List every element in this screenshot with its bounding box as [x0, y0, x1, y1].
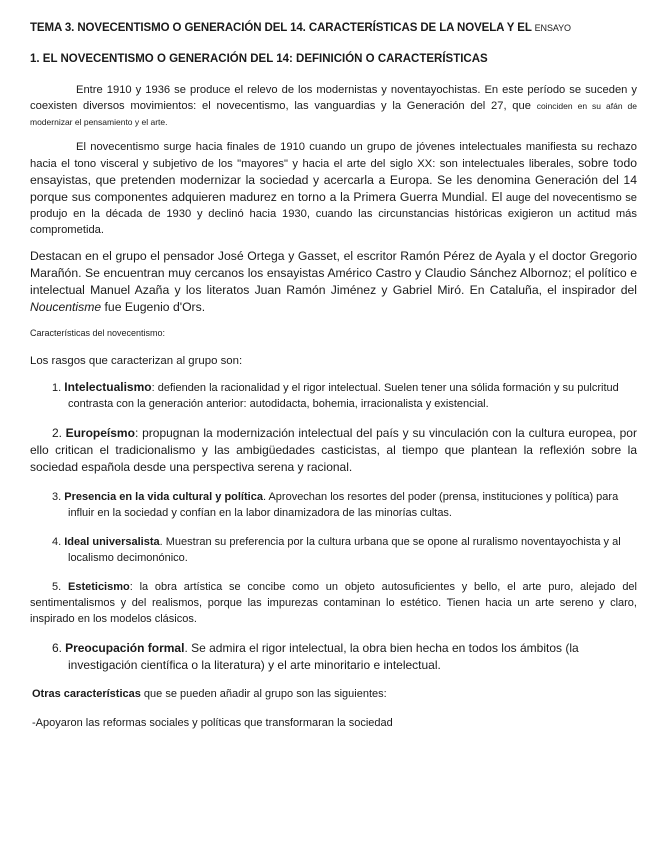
- paragraph-intro-main: Entre 1910 y 1936 se produce el relevo de los modernistas y noventayochistas. En este período se suceden y coexisten diversos movimientos: el novecentismo, las vanguardias y la Generación del 27, que: [30, 84, 637, 112]
- list-item: 2. Europeísmo: propugnan la modernización intelectual del país y su vinculación con la cultura europea, por ello critican el tradicionalismo y las ambigüedades casticistas, al tiempo que plantean la reflexión sobre la sociedad española desde una perspectiva serena y racional.: [30, 426, 637, 474]
- features-intro: Los rasgos que caracterizan al grupo son:: [30, 355, 243, 367]
- section-heading: 1. EL NOVECENTISMO O GENERACIÓN DEL 14: DEFINICIÓN O CARACTERÍSTICAS: [30, 53, 488, 65]
- paragraph-members-italic: Noucentisme: [30, 300, 102, 314]
- list-item: 6. Preocupación formal. Se admira el rigor intelectual, la obra bien hecha en todos los ámbitos (la investigación científica o la literatura) y el arte minoritario e intelectual.: [52, 641, 579, 672]
- subheading: Características del novecentismo:: [30, 328, 166, 338]
- list-item: 1. Intelectualismo: defienden la racionalidad y el rigor intelectual. Suelen tener una sólida formación y su pulcritud contrasta con la generación anterior: autodidacta, bohemia, irracionalista y existencial.: [52, 380, 619, 410]
- list-item: 4. Ideal universalista. Muestran su preferencia por la cultura urbana que se opone al ruralismo noventayochista y al localismo decimonónico.: [52, 536, 621, 564]
- paragraph-intro-small: coinciden en su afán de modernizar el pensamiento y el arte.: [30, 101, 637, 127]
- paragraph-members-a: Destacan en el grupo el pensador José Ortega y Gasset, el escritor Ramón Pérez de Ayala y el doctor Gregorio Marañón. Se encuentran muy cercanos los ensayistas Américo Castro y Claudio Sánchez Albornoz; el político e intelectual Manuel Azaña y los literatos Juan Ramón Jiménez y Gabriel Miró. En Cataluña, el inspirador del: [30, 249, 637, 297]
- title-tail: ENSAYO: [534, 23, 571, 33]
- paragraph-members-b: fue Eugenio d'Ors.: [101, 300, 206, 314]
- paragraph-definition-b: sobre todo ensayistas, que pretenden modernizar la sociedad y acercarla a Europa. Se les denomina Generación del 14 porque sus componentes adquieren madurez en torno a la Primera Guerra Mundial. El: [30, 156, 637, 204]
- last-item: -Apoyaron las reformas sociales y políticas que transformaran la sociedad: [32, 717, 393, 729]
- title-main: TEMA 3. NOVECENTISMO O GENERACIÓN DEL 14. CARACTERÍSTICAS DE LA NOVELA Y EL: [30, 22, 535, 34]
- other-characteristics: [32, 688, 637, 700]
- features-list: [30, 379, 637, 674]
- paragraph-intro: [30, 82, 637, 130]
- paragraph-members: [30, 248, 637, 316]
- list-item: 3. Presencia en la vida cultural y política. Aprovechan los resortes del poder (prensa, instituciones y política) para influir en la sociedad y confían en la labor dinamizadora de las minorías cultas.: [52, 491, 619, 519]
- other-characteristics-rest: que se pueden añadir al grupo son las siguientes:: [140, 688, 387, 700]
- paragraph-definition: [30, 139, 637, 238]
- list-item: 5. Esteticismo: la obra artística se concibe como un objeto autosuficientes y bello, el arte puro, alejado del sentimentalismos y del realismos, porque las impurezas contaminan lo estético. Tienen hacia un arte sereno y claro, inspirado en los modelos clásicos.: [30, 581, 637, 625]
- other-characteristics-bold: Otras características: [32, 688, 141, 700]
- document-title: [30, 22, 637, 34]
- paragraph-definition-a: El novecentismo surge hacia finales de 1910 cuando un grupo de jóvenes intelectuales manifiesta su rechazo hacia el tono visceral y subjetivo de los "mayores" y hacia el arte del siglo XX: son intelectuales liberales,: [30, 141, 637, 170]
- paragraph-definition-c: auge del novecentismo se produjo en la década de 1930 y declinó hacia 1930, cuando las circunstancias históricas exigieron un actitud más comprometida.: [30, 192, 638, 236]
